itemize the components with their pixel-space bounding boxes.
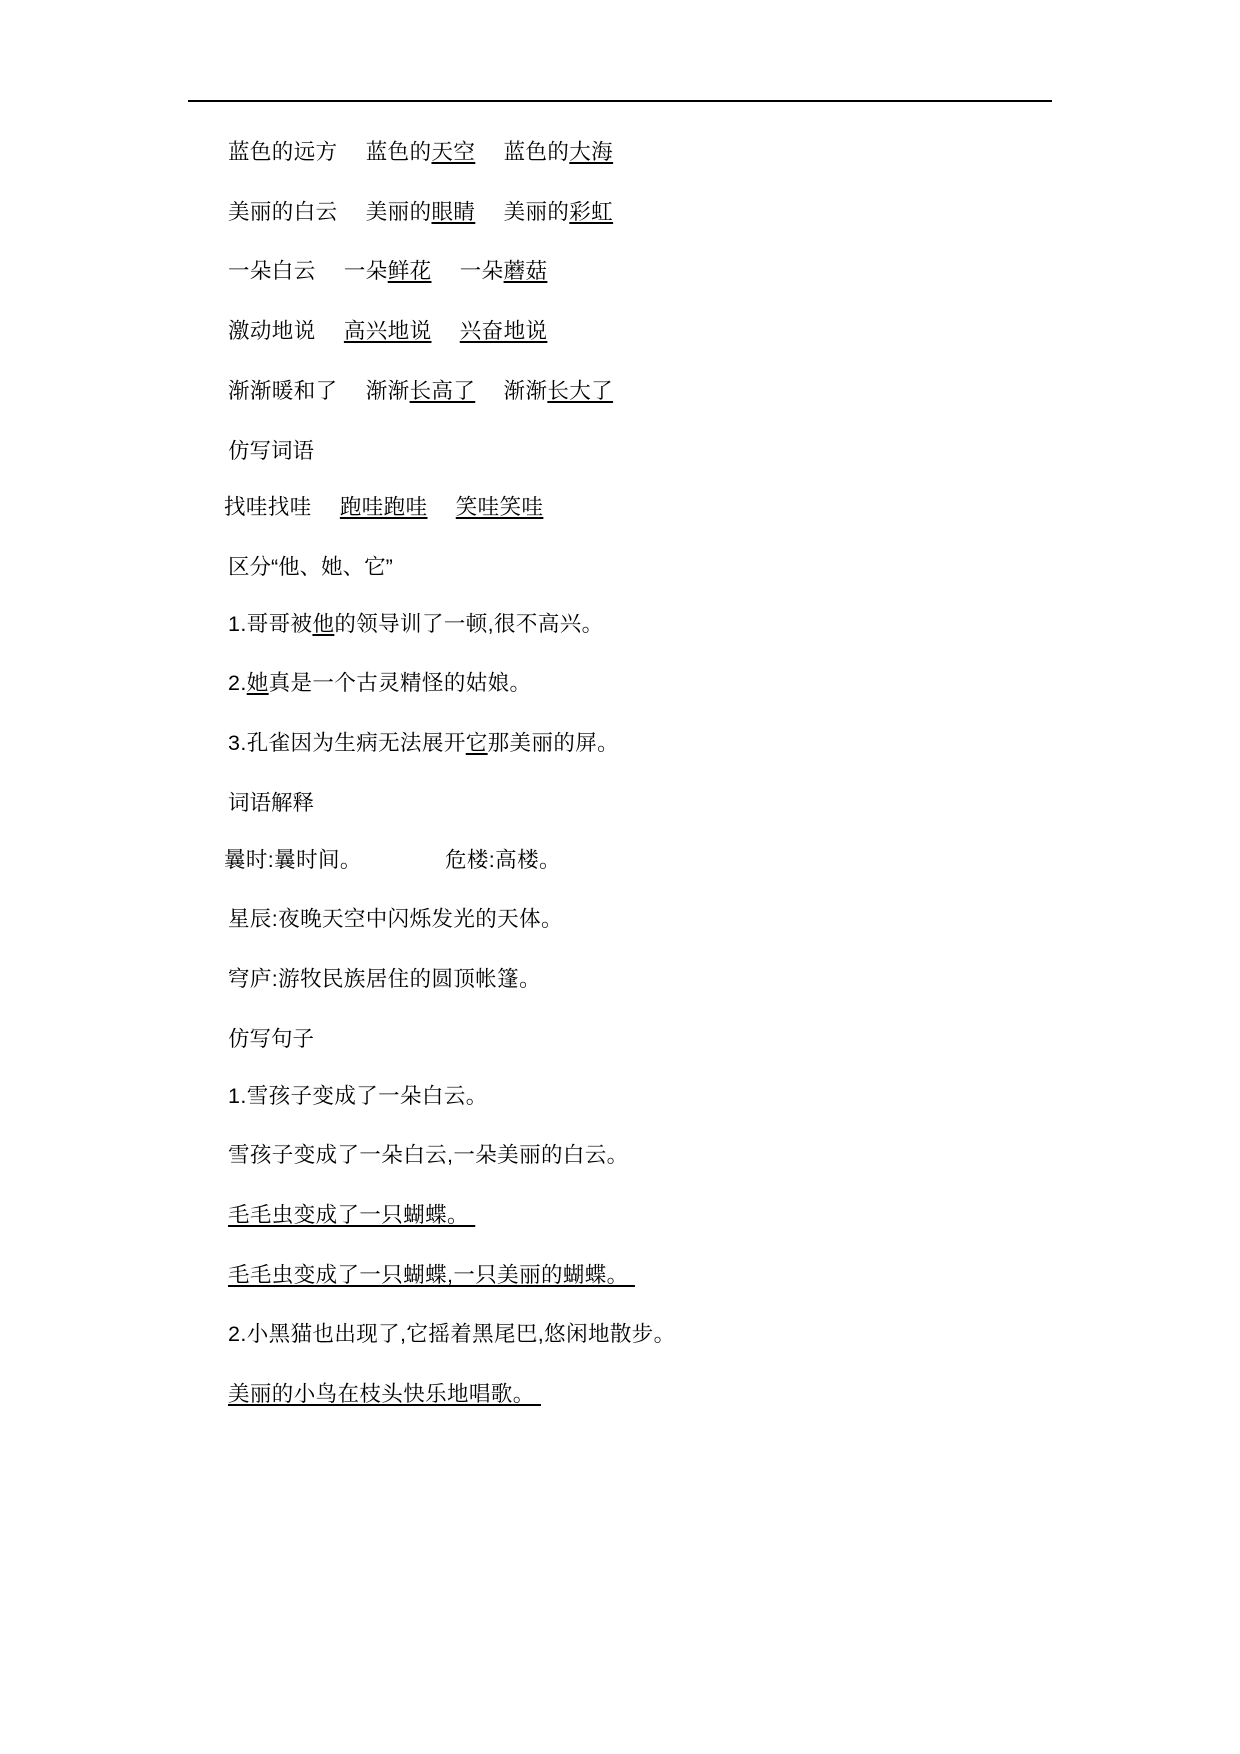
plain-text: 美丽的白云 美丽的: [228, 199, 432, 224]
text-line: [0, 1382, 1240, 1407]
section-heading-imitate-sentences: 仿写句子: [228, 1026, 315, 1051]
underlined-text: 毛毛虫变成了一只蝴蝶。: [228, 1202, 476, 1227]
plain-text: 渐渐暖和了 渐渐: [228, 378, 410, 403]
underlined-text: 长高了: [409, 378, 476, 403]
plain-text: 2.: [228, 671, 247, 696]
underlined-text: 长大了: [547, 378, 614, 403]
plain-text: 曩时:曩时间。 危楼:高楼。: [224, 847, 561, 872]
text-line: [0, 907, 1240, 932]
plain-text: 的领导训了一顿,很不高兴。: [334, 611, 604, 636]
plain-text: 找哇找哇: [224, 495, 340, 520]
plain-text: 美丽的: [475, 199, 570, 224]
plain-text: 那美丽的屏。: [487, 731, 620, 756]
underlined-text: 蘑菇: [503, 259, 548, 284]
plain-text: 蓝色的: [475, 140, 570, 164]
plain-text: [427, 495, 455, 519]
plain-text: 3.孔雀因为生病无法展开: [228, 731, 466, 756]
text-line: [0, 967, 1240, 992]
plain-text: 1.哥哥被: [228, 611, 313, 636]
text-line: [0, 848, 1240, 873]
text-line: [0, 731, 1240, 756]
underlined-text: 高兴地说: [343, 319, 432, 344]
text-line: [0, 1143, 1240, 1168]
text-line: [0, 495, 1240, 520]
underlined-text: 大海: [569, 140, 614, 164]
plain-text: 穹庐:游牧民族居住的圆顶帐篷。: [228, 967, 541, 992]
underlined-text: 他: [312, 611, 335, 636]
underlined-text: 彩虹: [569, 199, 614, 224]
section-heading-word-explanation: 词语解释: [228, 790, 315, 815]
text-line: [0, 319, 1240, 344]
text-line: [0, 200, 1240, 225]
plain-text: 雪孩子变成了一朵白云,一朵美丽的白云。: [228, 1143, 629, 1168]
underlined-text: 跑哇跑哇: [339, 495, 428, 520]
underlined-text: 美丽的小鸟在枝头快乐地唱歌。: [228, 1382, 541, 1407]
section-heading-imitate-words: 仿写词语: [228, 438, 315, 463]
plain-text: 真是一个古灵精怪的姑娘。: [268, 671, 532, 696]
text-line: [0, 1263, 1240, 1288]
text-line: [0, 379, 1240, 404]
text-line: [0, 612, 1240, 637]
text-line: [0, 1084, 1240, 1109]
text-line: [0, 259, 1240, 284]
underlined-text: 天空: [431, 140, 476, 164]
document-body: [0, 140, 1240, 1442]
plain-text: 渐渐: [475, 378, 548, 403]
underlined-text: 她: [246, 671, 269, 696]
text-line: [0, 1322, 1240, 1347]
header-divider: [188, 100, 1052, 102]
plain-text: 1.雪孩子变成了一朵白云。: [228, 1083, 488, 1108]
plain-text: [431, 319, 459, 343]
plain-text: 激动地说: [228, 319, 344, 344]
underlined-text: 眼睛: [431, 199, 476, 224]
plain-text: 星辰:夜晚天空中闪烁发光的天体。: [228, 907, 563, 932]
underlined-text: 它: [465, 731, 488, 756]
text-line: [0, 671, 1240, 696]
underlined-text: 兴奋地说: [459, 319, 548, 344]
underlined-text: 笑哇笑哇: [455, 495, 544, 520]
underlined-text: 毛毛虫变成了一只蝴蝶,一只美丽的蝴蝶。: [228, 1262, 635, 1287]
plain-text: 2.小黑猫也出现了,它摇着黑尾巴,悠闲地散步。: [228, 1322, 676, 1347]
text-line: [0, 1203, 1240, 1228]
section-heading-distinguish-ta: 区分“他、她、它”: [228, 555, 393, 580]
text-line: [0, 140, 1240, 165]
plain-text: 蓝色的远方 蓝色的: [228, 140, 432, 164]
underlined-text: 鲜花: [387, 259, 432, 284]
plain-text: 一朵白云 一朵: [228, 259, 388, 284]
plain-text: 一朵: [431, 259, 504, 284]
